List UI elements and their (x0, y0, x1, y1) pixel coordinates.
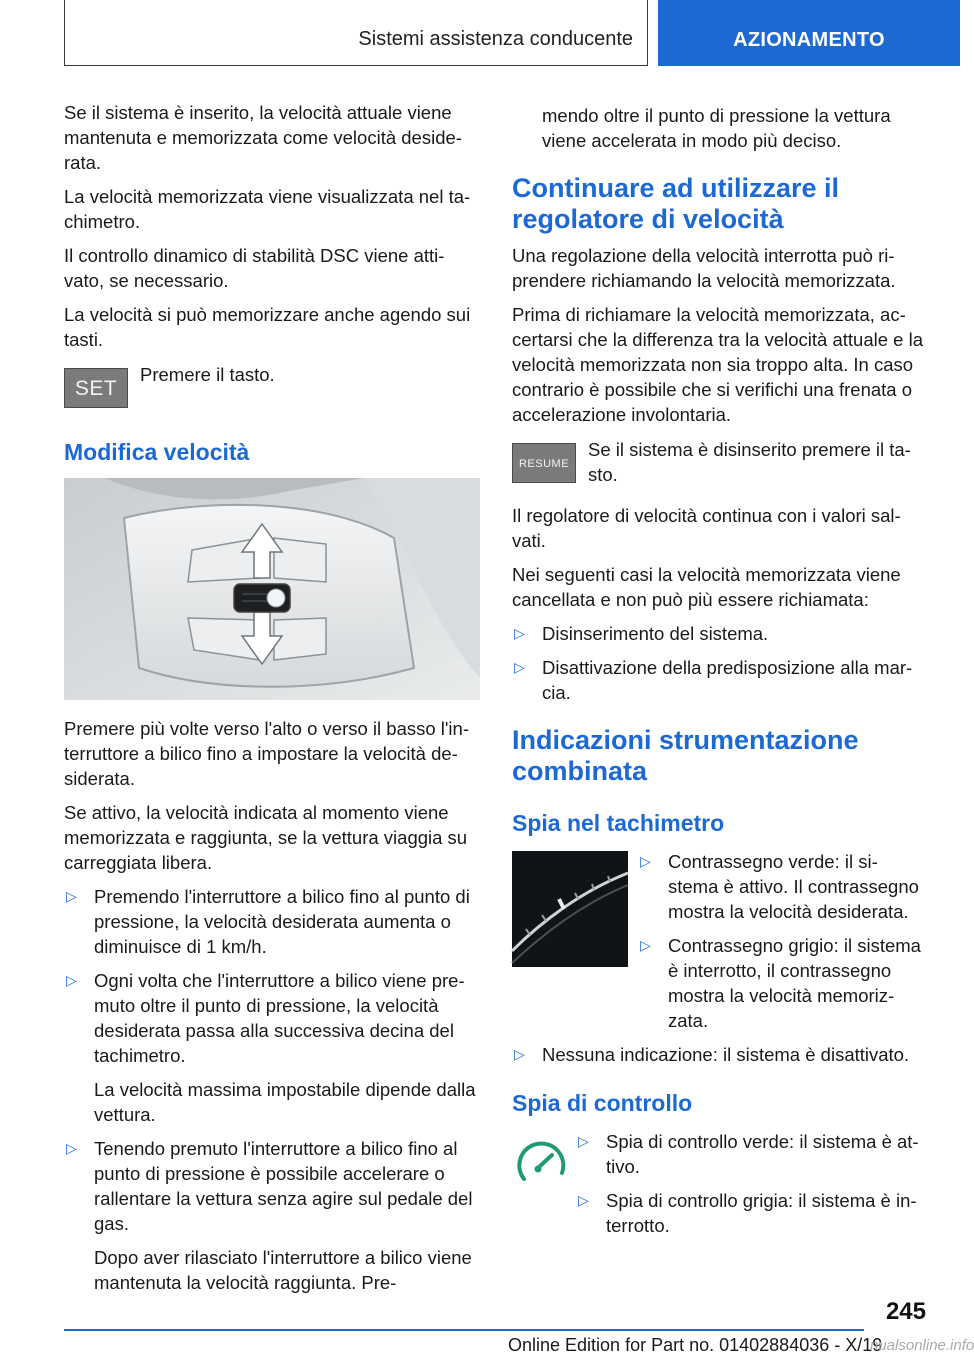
list-item-text: Contrassegno verde: il si-stema è attivo. Il contrassegno mostra la velocità desiderata. (668, 851, 919, 922)
list-item (512, 621, 928, 646)
paragraph: Nei seguenti casi la velocità memorizzata viene cancellata e non può più essere richiamata: (512, 564, 901, 610)
list-item-text: Spia di controllo verde: il sistema è at-tivo. (606, 1131, 919, 1177)
section-heading-indicazioni: Indicazioni strumentazione combinata (512, 725, 859, 786)
paragraph: Prima di richiamare la velocità memorizzata, ac-certarsi che la differenza tra la velocità attuale e la velocità memorizzata non sia troppo alta. In caso contrario è possibile che si verifichi una frenata o accelerazione involontaria. (512, 304, 923, 425)
paragraph: La velocità si può memorizzare anche agendo sui tasti. (64, 304, 471, 350)
list-item-subtext: La velocità massima impostabile dipende dalla vettura. (94, 1079, 476, 1125)
paragraph: Se il sistema è inserito, la velocità attuale viene mantenuta e memorizzata come velocità deside-rata. (64, 102, 462, 173)
header-chapter-tab (658, 0, 960, 66)
list-item-text: Contrassegno grigio: il sistema è interrotto, il contrassegno mostra la velocità memoriz-zata. (668, 935, 921, 1031)
speedometer-indicator-graphic (512, 1135, 572, 1195)
footer-divider (64, 1329, 864, 1331)
list-item-text: Disinserimento del sistema. (542, 623, 769, 644)
steering-wheel-switch-illustration (64, 478, 480, 700)
list-item (576, 1188, 928, 1238)
bullet-list (576, 1129, 928, 1238)
list-item (638, 933, 928, 1033)
bullet-list (512, 1042, 928, 1067)
paragraph: Una regolazione della velocità interrotta può ri-prendere richiamando la velocità memorizzata. (512, 245, 896, 291)
resume-button-text: Se il sistema è disinserito premere il ta-sto. (588, 439, 911, 485)
control-light-figure-row (512, 1129, 928, 1238)
page-number: 245 (885, 1298, 926, 1325)
header-chapter-label: AZIONAMENTO (733, 29, 885, 51)
tachometer-marker-illustration (512, 851, 628, 967)
watermark-text: nualsonline.info (870, 1337, 974, 1354)
paragraph: Il controllo dinamico di stabilità DSC viene atti-vato, se necessario. (64, 245, 445, 291)
list-item-text: Spia di controllo grigia: il sistema è in-terrotto. (606, 1190, 917, 1236)
section-heading-spia-tachimetro: Spia nel tachimetro (512, 810, 725, 836)
list-item (576, 1129, 928, 1179)
list-item (64, 1136, 480, 1295)
triangle-right-icon: ▷ (640, 853, 651, 869)
left-column (64, 100, 480, 1304)
paragraph: mendo oltre il punto di pressione la vettura viene accelerata in modo più deciso. (542, 105, 891, 151)
triangle-right-icon: ▷ (66, 1140, 77, 1156)
speedometer-icon (512, 1135, 572, 1195)
section-heading-continuare: Continuare ad utilizzare il regolatore di velocità (512, 173, 840, 234)
triangle-right-icon: ▷ (578, 1133, 589, 1149)
paragraph: Premere più volte verso l'alto o verso il basso l'in-terruttore a bilico fino a impostare la velocità de-siderata. (64, 718, 469, 789)
resume-button-image: RESUME (512, 443, 576, 483)
triangle-right-icon: ▷ (514, 625, 525, 641)
paragraph: Il regolatore di velocità continua con i valori sal-vati. (512, 505, 901, 551)
list-item (64, 884, 480, 959)
resume-button-row (512, 437, 928, 487)
right-column (512, 103, 928, 1247)
set-button-text: Premere il tasto. (140, 364, 275, 385)
list-item-subtext: Dopo aver rilasciato l'interruttore a bilico viene mantenuta la velocità raggiunta. Pre- (94, 1247, 472, 1293)
section-heading-modifica: Modifica velocità (64, 439, 250, 465)
bullet-list (512, 621, 928, 705)
set-button-image: SET (64, 368, 128, 408)
bullet-list (64, 884, 480, 1295)
triangle-right-icon: ▷ (66, 888, 77, 904)
footer-edition: Online Edition for Part no. 01402884036 - X/19 (508, 1335, 883, 1355)
triangle-right-icon: ▷ (640, 937, 651, 953)
set-button-row (64, 362, 480, 412)
tachometer-figure-row (512, 849, 928, 1033)
list-item (512, 1042, 928, 1067)
list-item-text: Disattivazione della predisposizione alla mar-cia. (542, 657, 913, 703)
list-item (512, 655, 928, 705)
paragraph: Se attivo, la velocità indicata al momento viene memorizzata e raggiunta, se la vettura viaggia su carreggiata libera. (64, 802, 468, 873)
header-section-box (64, 0, 648, 66)
list-item-text: Premendo l'interruttore a bilico fino al punto di pressione, la velocità desiderata aumenta o diminuisce di 1 km/h. (94, 886, 470, 957)
triangle-right-icon: ▷ (514, 1046, 525, 1062)
list-item (64, 968, 480, 1127)
list-item (638, 849, 928, 924)
header-section-title: Sistemi assistenza conducente (358, 28, 633, 50)
list-item-text: Nessuna indicazione: il sistema è disattivato. (542, 1044, 910, 1065)
triangle-right-icon: ▷ (66, 972, 77, 988)
paragraph: La velocità memorizzata viene visualizzata nel ta-chimetro. (64, 186, 471, 232)
page-header (0, 0, 960, 66)
list-item-text: Tenendo premuto l'interruttore a bilico fino al punto di pressione è possibile accelerare o rallentare la vettura senza agire sul pedale del gas. (94, 1138, 473, 1234)
section-heading-spia-controllo: Spia di controllo (512, 1090, 693, 1116)
triangle-right-icon: ▷ (578, 1192, 589, 1208)
steering-wheel-photo (64, 478, 480, 700)
tachometer-image (512, 851, 628, 967)
triangle-right-icon: ▷ (514, 659, 525, 675)
list-item-text: Ogni volta che l'interruttore a bilico viene pre-muto oltre il punto di pressione, la velocità desiderata passa alla successiva decina del tachimetro. (94, 970, 465, 1066)
bullet-list (638, 849, 928, 1033)
